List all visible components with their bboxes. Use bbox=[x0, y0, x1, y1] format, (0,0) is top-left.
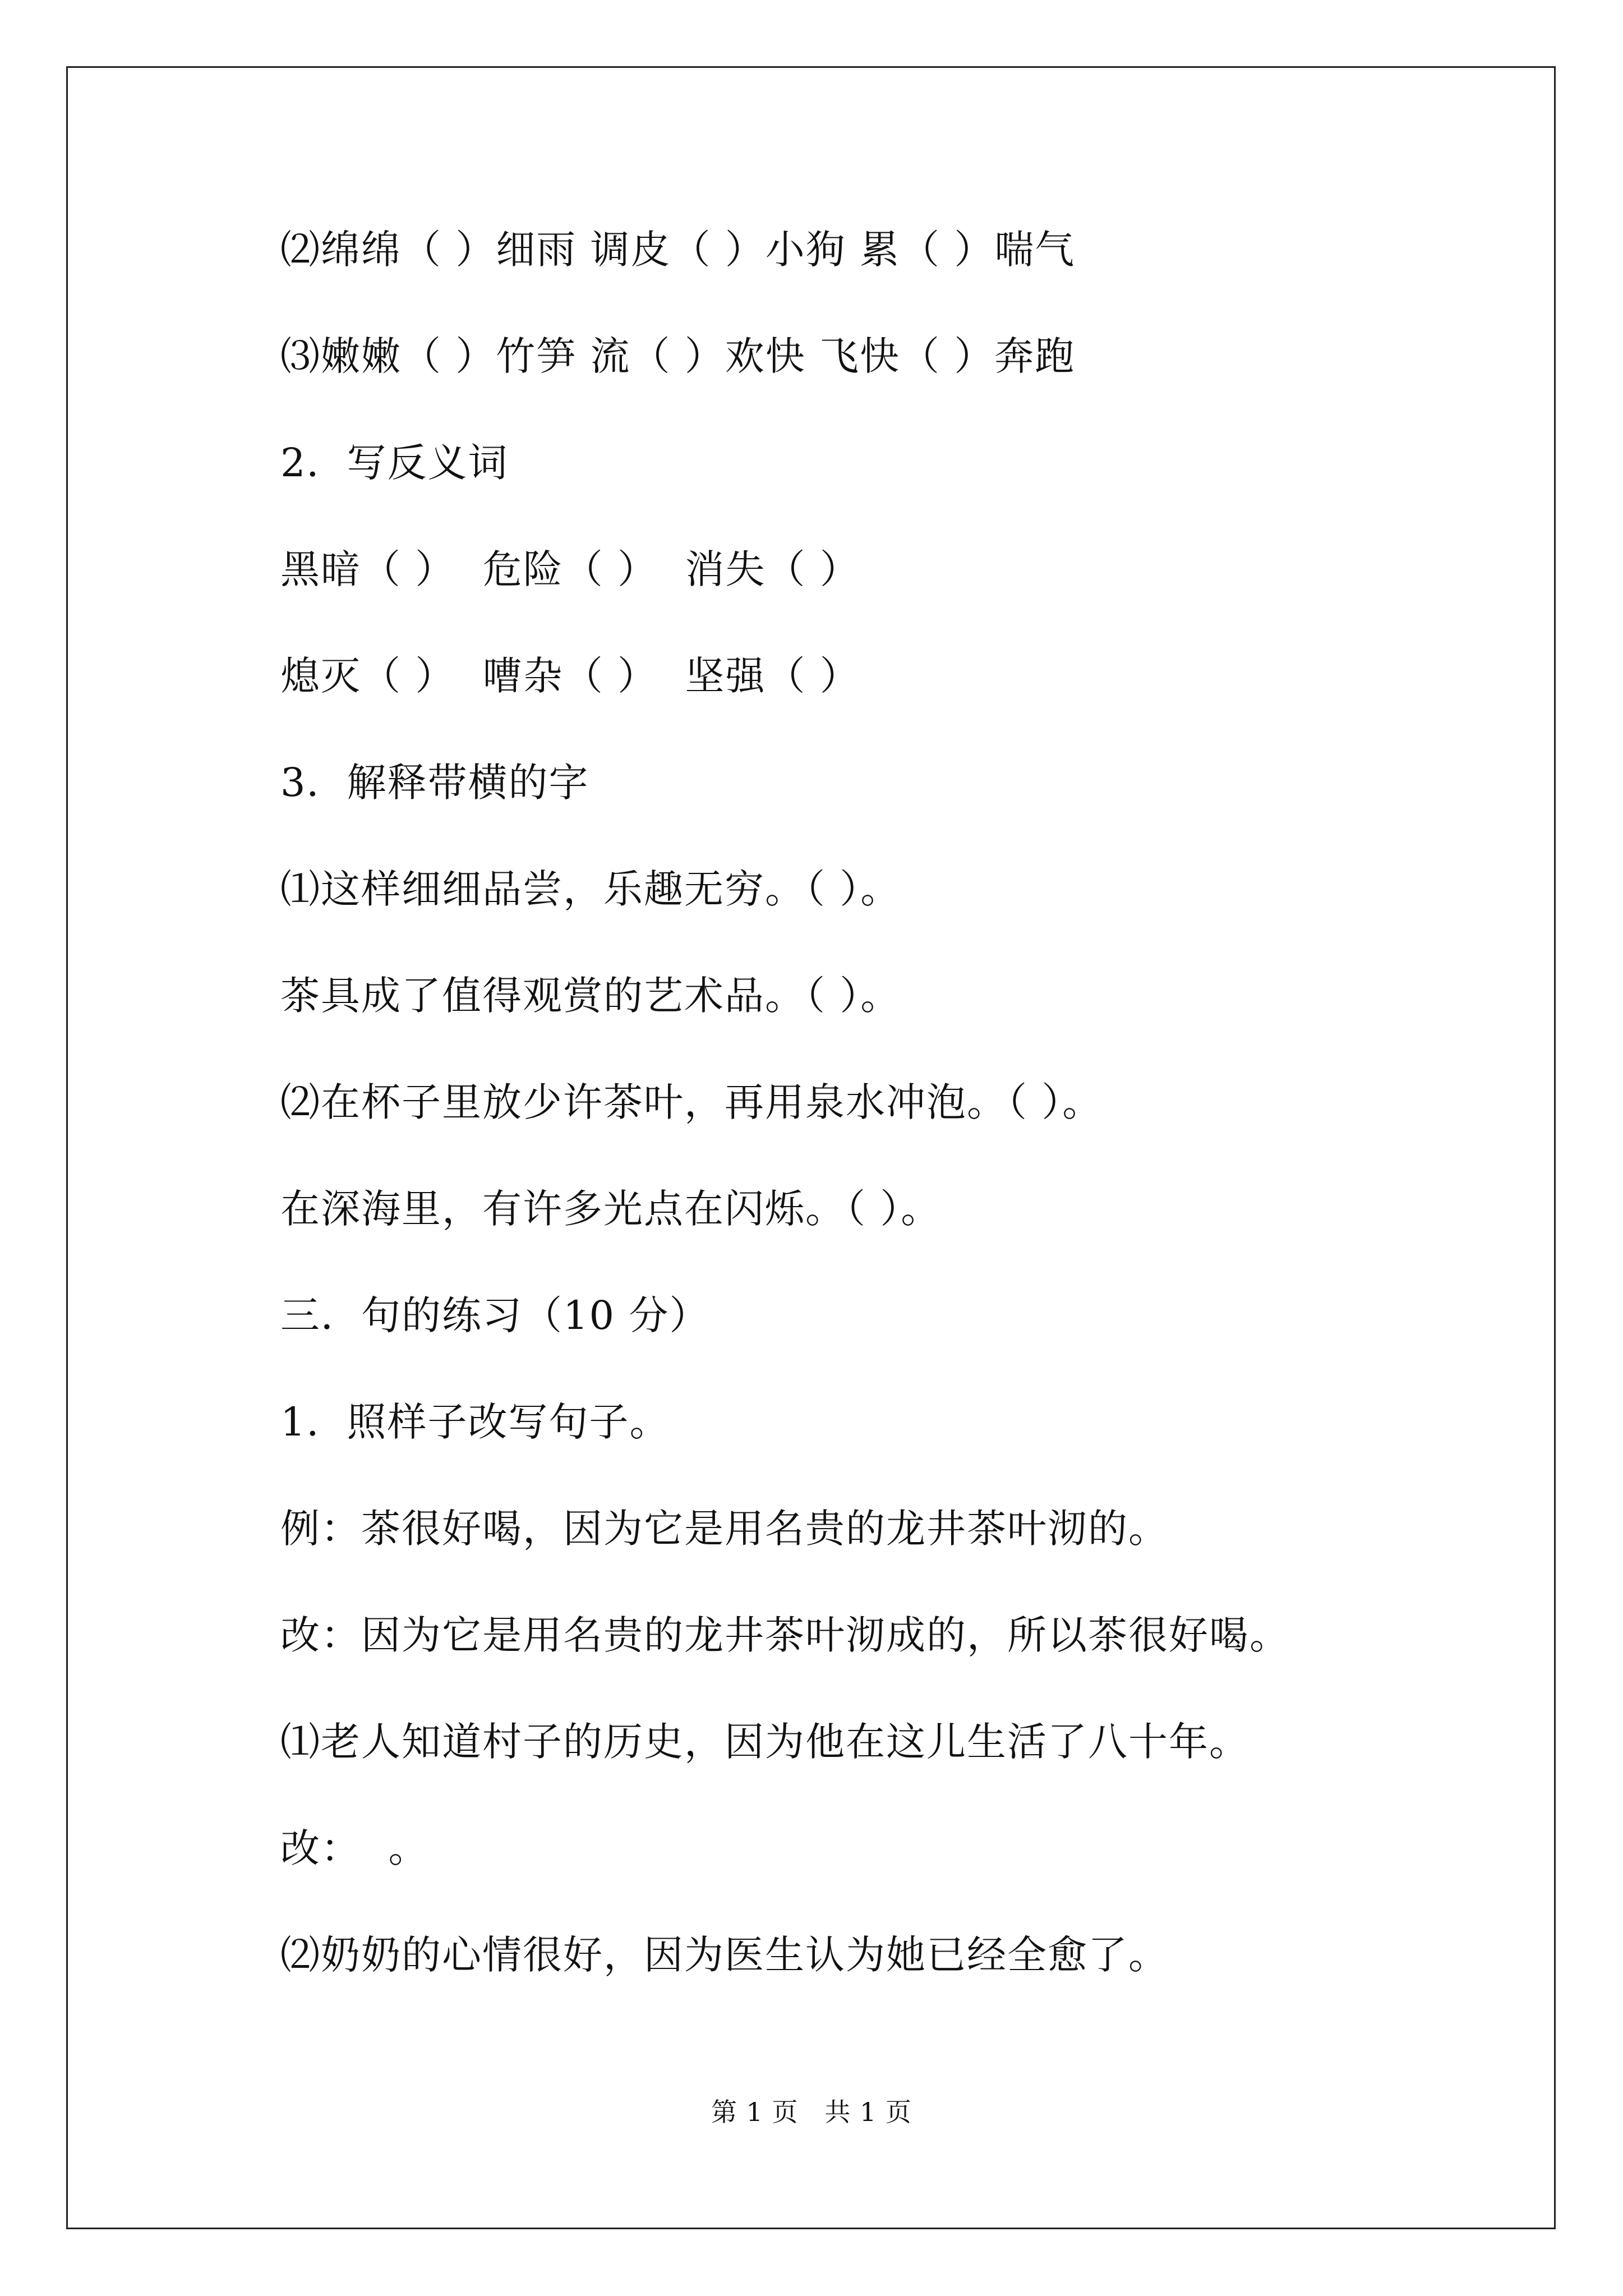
explain-item-2: ⑵在杯子里放少许茶叶，再用泉水冲泡。（ ）。 bbox=[280, 1079, 1103, 1125]
section-sentence-heading: 三．句的练习（10 分） bbox=[280, 1292, 710, 1338]
page-footer: 第 1 页 共 1 页 bbox=[711, 2097, 912, 2127]
question-2-line: ⑵绵绵（ ）细雨 调皮（ ）小狗 累（ ）喘气 bbox=[280, 227, 1076, 273]
rewrite-heading: 1．照样子改写句子。 bbox=[280, 1399, 670, 1445]
rewrite-item-2: ⑵奶奶的心情很好，因为医生认为她已经全愈了。 bbox=[280, 1932, 1169, 1978]
rewrite-answer-1: 改： 。 bbox=[280, 1825, 429, 1871]
antonyms-row-1: 黑暗（ ） 危险（ ） 消失（ ） bbox=[280, 546, 860, 592]
section-antonyms-heading: 2．写反义词 bbox=[280, 440, 509, 486]
antonyms-row-2: 熄灭（ ） 嘈杂（ ） 坚强（ ） bbox=[280, 653, 860, 699]
document-body bbox=[280, 216, 1486, 2028]
explain-item-1: ⑴这样细细品尝，乐趣无穷。（ ）。 bbox=[280, 866, 901, 912]
explain-item-2b: 在深海里，有许多光点在闪烁。（ ）。 bbox=[280, 1186, 942, 1232]
explain-item-1b: 茶具成了值得观赏的艺术品。（ ）。 bbox=[280, 973, 901, 1019]
example-line: 例：茶很好喝，因为它是用名贵的龙井茶叶沏的。 bbox=[280, 1506, 1169, 1552]
question-3-line: ⑶嫩嫩（ ）竹笋 流（ ）欢快 飞快（ ）奔跑 bbox=[280, 333, 1076, 379]
section-explain-heading: 3．解释带横的字 bbox=[280, 760, 589, 806]
rewrite-item-1: ⑴老人知道村子的历史，因为他在这儿生活了八十年。 bbox=[280, 1719, 1249, 1765]
example-rewrite-line: 改：因为它是用名贵的龙井茶叶沏成的，所以茶很好喝。 bbox=[280, 1612, 1290, 1658]
